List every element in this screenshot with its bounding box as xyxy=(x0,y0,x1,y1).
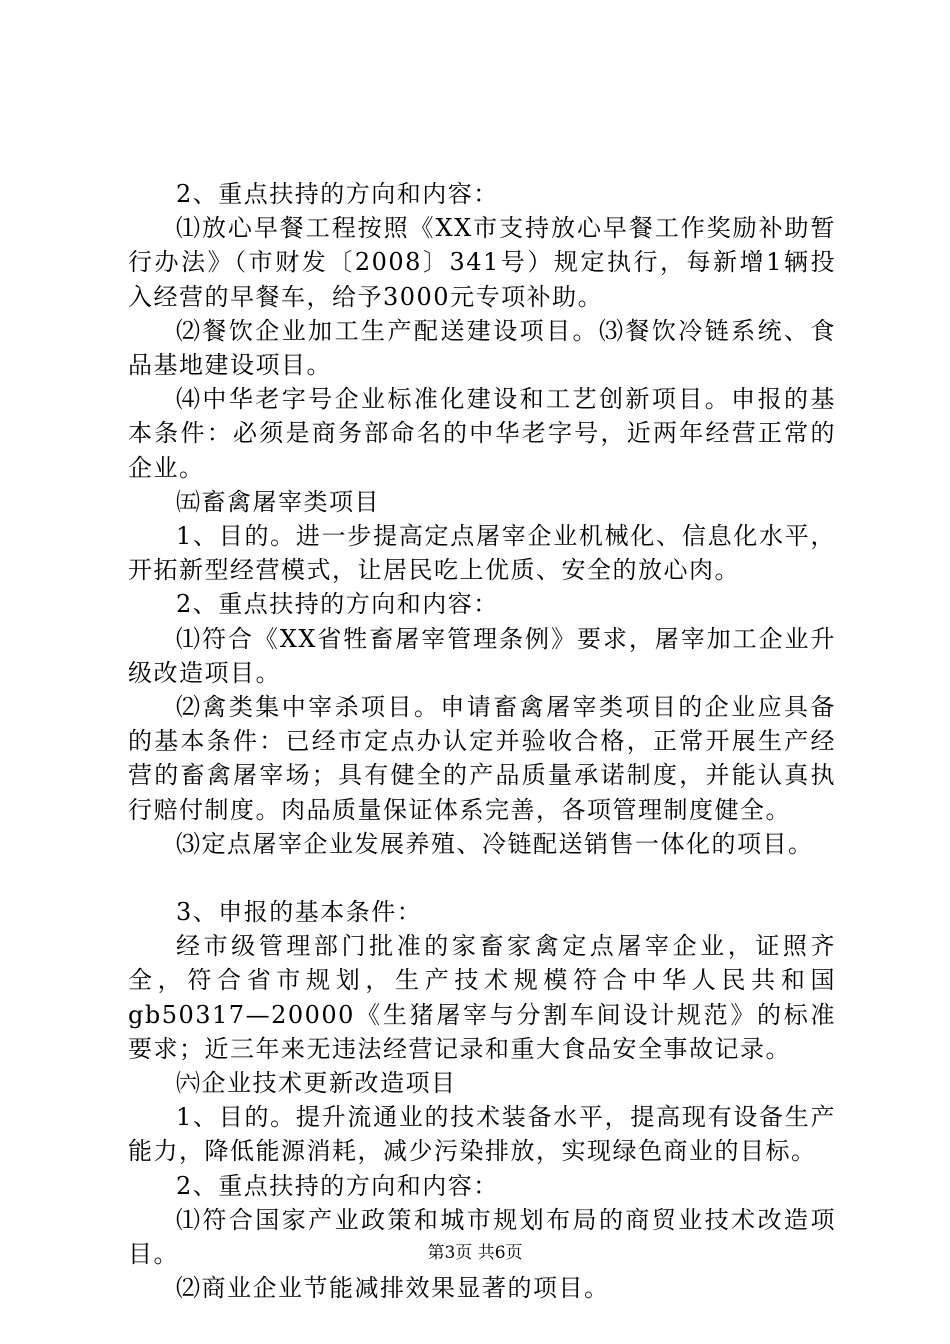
section-heading: ㈥企业技术更新改造项目 xyxy=(176,1069,457,1098)
paragraph: ⑶定点屠宰企业发展养殖、冷链配送销售一体化的项目。 xyxy=(176,829,814,858)
section-heading: ㈤畜禽屠宰类项目 xyxy=(176,487,380,516)
paragraph: ⑴放心早餐工程按照《XX市支持放心早餐工作奖励补助暂行办法》（市财发〔2008〕341号）规定执行，每新增1辆投入经营的早餐车，给予3000元专项补助。 xyxy=(128,214,836,311)
paragraph: 2、重点扶持的方向和内容： xyxy=(176,590,499,619)
paragraph: 2、重点扶持的方向和内容： xyxy=(176,180,499,208)
document-body xyxy=(128,177,836,1306)
paragraph: 2、重点扶持的方向和内容： xyxy=(176,1171,499,1200)
page-footer: 第3页 共6页 xyxy=(427,1243,523,1263)
paragraph: ⑷中华老字号企业标准化建设和工艺创新项目。申报的基本条件：必须是商务部命名的中华老字号，近两年经营正常的企业。 xyxy=(128,385,836,482)
paragraph: 1、目的。进一步提高定点屠宰企业机械化、信息化水平，开拓新型经营模式，让居民吃上优质、安全的放心肉。 xyxy=(128,522,836,585)
paragraph: ⑵餐饮企业加工生产配送建设项目。⑶餐饮冷链系统、食品基地建设项目。 xyxy=(128,316,836,380)
paragraph: 1、目的。提升流通业的技术装备水平，提高现有设备生产能力，降低能源消耗，减少污染排放，实现绿色商业的目标。 xyxy=(128,1103,836,1166)
paragraph: 3、申报的基本条件： xyxy=(176,898,423,927)
paragraph: ⑴符合《XX省牲畜屠宰管理条例》要求，屠宰加工企业升级改造项目。 xyxy=(128,624,836,687)
paragraph: ⑴符合国家产业政策和城市规划布局的商贸业技术改造项目。 xyxy=(128,1205,836,1269)
paragraph: ⑵商业企业节能减排效果显著的项目。 xyxy=(176,1274,610,1303)
paragraph: ⑵禽类集中宰杀项目。申请畜禽屠宰类项目的企业应具备的基本条件：已经市定点办认定并验收合格，正常开展生产经营的畜禽屠宰场；具有健全的产品质量承诺制度，并能认真执行赔付制度。肉品质量保证体系完善，各项管理制度健全。 xyxy=(128,693,836,824)
paragraph: 经市级管理部门批准的家畜家禽定点屠宰企业，证照齐全，符合省市规划，生产技术规模符合中华人民共和国gb50317—20000《生猪屠宰与分割车间设计规范》的标准要求；近三年来无违法经营记录和重大食品安全事故记录。 xyxy=(128,932,836,1063)
